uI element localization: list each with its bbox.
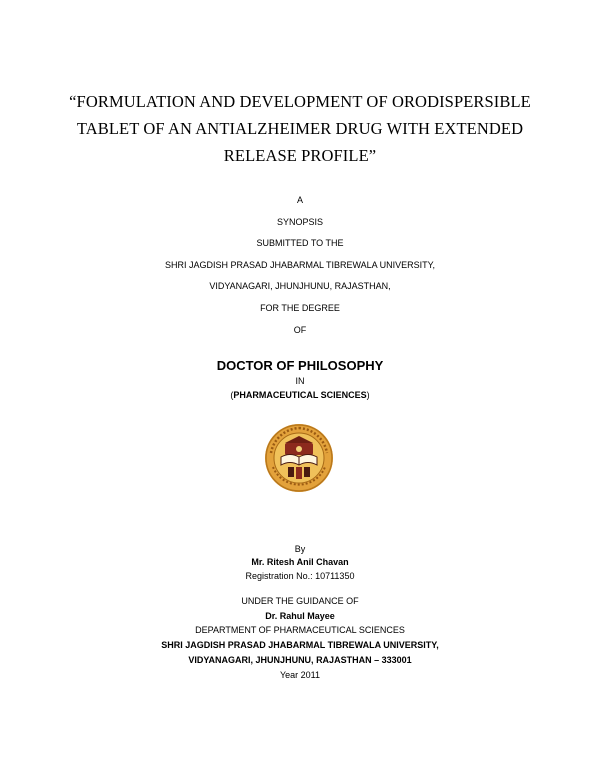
university-name: SHRI JAGDISH PRASAD JHABARMAL TIBREWALA UNIVERSITY,: [164, 260, 436, 270]
university-location: VIDYANAGARI, JHUNJHUNU, RAJASTHAN,: [209, 281, 391, 291]
article-a: A: [296, 195, 303, 205]
university-seal-icon: [264, 423, 334, 493]
degree-name: DOCTOR OF PHILOSOPHY: [216, 358, 384, 373]
thesis-title-line-2: TABLET OF AN ANTIALZHEIMER DRUG WITH EXTENDED: [76, 119, 524, 138]
registration-number: Registration No.: 10711350: [245, 571, 355, 581]
for-degree-label: FOR THE DEGREE: [260, 303, 340, 313]
submitted-to-label: SUBMITTED TO THE: [256, 238, 344, 248]
thesis-title-line-1: “FORMULATION AND DEVELOPMENT OF ORODISPERSIBLE: [69, 92, 531, 111]
guide-name: Dr. Rahul Mayee: [265, 611, 335, 621]
thesis-title-line-3: RELEASE PROFILE”: [223, 146, 377, 165]
department-name: DEPARTMENT OF PHARMACEUTICAL SCIENCES: [195, 625, 405, 635]
year-label: Year 2011: [279, 670, 321, 680]
by-label: By: [294, 544, 306, 554]
synopsis-label: SYNOPSIS: [276, 217, 323, 227]
guidance-university-address: VIDYANAGARI, JHUNJHUNU, RAJASTHAN – 333001: [188, 655, 412, 665]
degree-in-label: IN: [295, 376, 305, 386]
degree-subject: (PHARMACEUTICAL SCIENCES): [230, 390, 370, 400]
of-label: OF: [293, 325, 307, 335]
author-name: Mr. Ritesh Anil Chavan: [251, 557, 349, 567]
guidance-university-name: SHRI JAGDISH PRASAD JHABARMAL TIBREWALA UNIVERSITY,: [161, 640, 439, 650]
guidance-label: UNDER THE GUIDANCE OF: [241, 596, 359, 606]
